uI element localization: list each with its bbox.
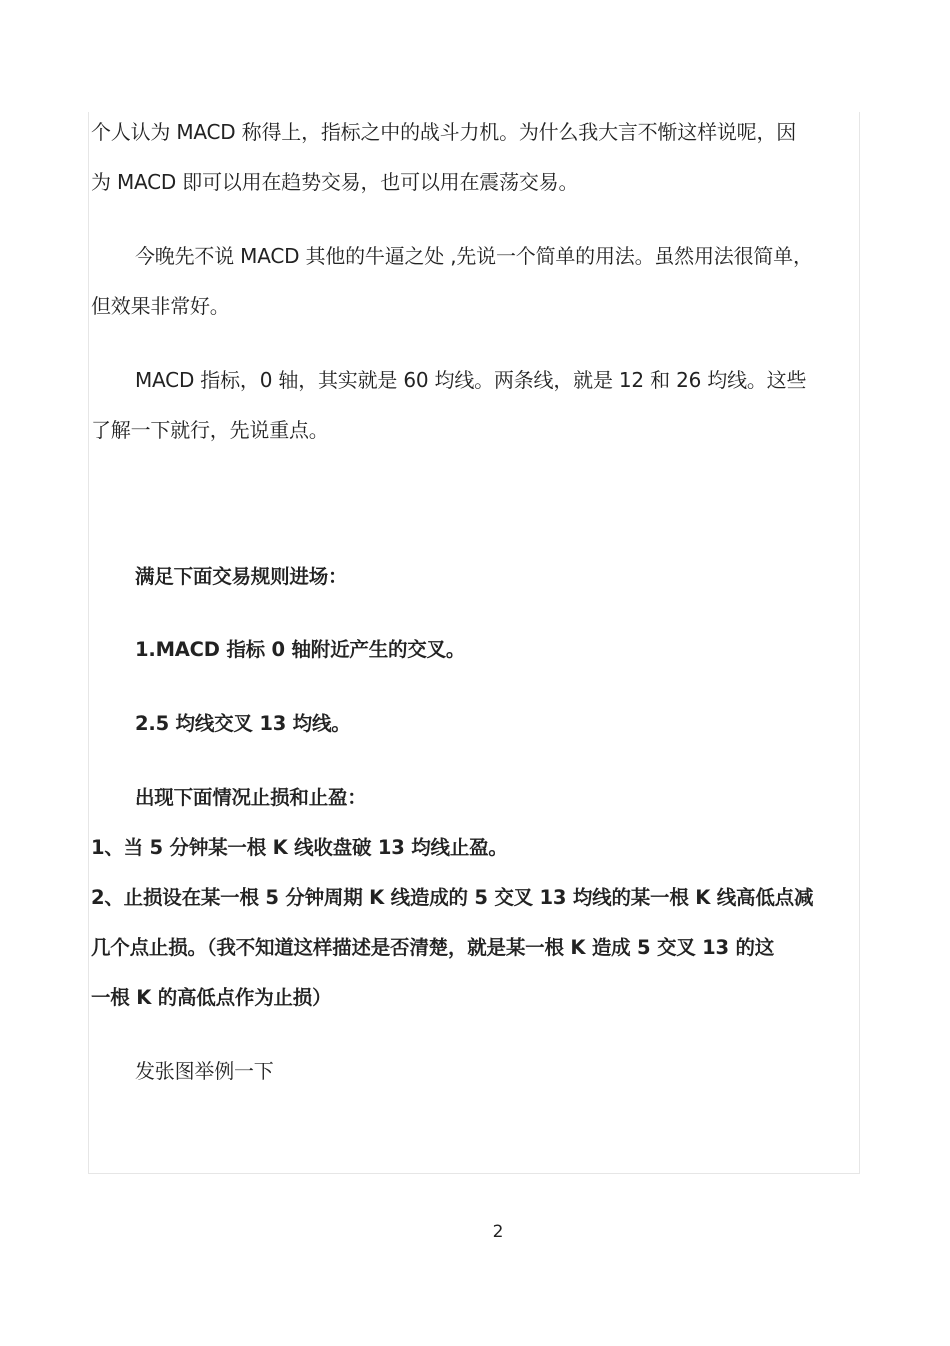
section-heading: 满足下面交易规则进场： bbox=[135, 565, 348, 588]
paragraph-line: 但效果非常好。 bbox=[91, 294, 230, 318]
paragraph-line: 个人认为 MACD 称得上，指标之中的战斗力机。为什么我大言不惭这样说呢，因 bbox=[91, 120, 797, 144]
paragraph-line: 今晚先不说 MACD 其他的牛逼之处 ,先说一个简单的用法。虽然用法很简单， bbox=[135, 244, 813, 268]
paragraph-1 bbox=[91, 107, 863, 207]
exit-rule-1 bbox=[91, 823, 863, 873]
paragraph-line: 为 MACD 即可以用在趋势交易，也可以用在震荡交易。 bbox=[91, 170, 579, 194]
rule-item-line: 一根 K 的高低点作为止损） bbox=[91, 986, 332, 1009]
rule-item-line: 几个点止损。（我不知道这样描述是否清楚，就是某一根 K 造成 5 交叉 13 的这 bbox=[91, 936, 775, 959]
paragraph-2 bbox=[91, 231, 863, 331]
section-heading: 出现下面情况止损和止盈： bbox=[135, 786, 367, 809]
paragraph-line: 发张图举例一下 bbox=[135, 1059, 274, 1083]
closing-paragraph bbox=[91, 1046, 863, 1096]
entry-rule-2 bbox=[91, 699, 863, 749]
rule-item-line: 2、止损设在某一根 5 分钟周期 K 线造成的 5 交叉 13 均线的某一根 K 线高低点减 bbox=[91, 886, 814, 909]
rule-item: 1.MACD 指标 0 轴附近产生的交叉。 bbox=[135, 638, 466, 661]
exit-rules-title bbox=[91, 773, 863, 823]
entry-rule-1 bbox=[91, 625, 863, 675]
rule-item: 1、当 5 分钟某一根 K 线收盘破 13 均线止盈。 bbox=[91, 836, 508, 859]
exit-rule-2 bbox=[91, 873, 863, 1023]
paragraph-line: 了解一下就行，先说重点。 bbox=[91, 418, 329, 442]
page-number: 2 bbox=[492, 1222, 504, 1242]
rule-item: 2.5 均线交叉 13 均线。 bbox=[135, 712, 351, 735]
paragraph-3 bbox=[91, 355, 863, 455]
paragraph-line: MACD 指标，0 轴，其实就是 60 均线。两条线，就是 12 和 26 均线。这些 bbox=[135, 368, 807, 392]
entry-rules-title bbox=[91, 552, 863, 602]
